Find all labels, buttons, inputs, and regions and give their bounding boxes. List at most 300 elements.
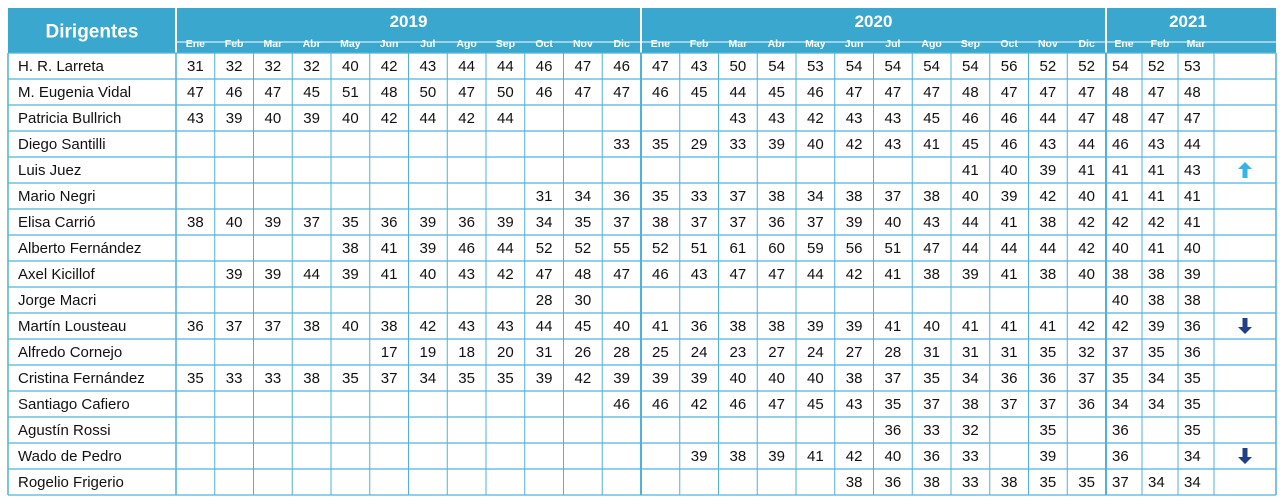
table-cell: 47 [1148, 84, 1165, 101]
table-cell: 53 [807, 58, 824, 75]
table-cell: 31 [962, 344, 979, 361]
table-cell: 47 [1000, 84, 1018, 101]
table-cell: 45 [574, 318, 592, 335]
table-cell: 46 [1000, 136, 1018, 153]
table-cell: 37 [729, 214, 747, 231]
row-name: Luis Juez [18, 162, 82, 179]
table-cell: 47 [768, 266, 785, 283]
table-cell: 44 [1078, 136, 1095, 153]
row-name: Diego Santilli [18, 136, 106, 153]
table-cell: 39 [225, 266, 243, 283]
table-cell: 46 [535, 84, 553, 101]
table-cell: 34 [1148, 474, 1165, 491]
table-cell: 45 [690, 84, 708, 101]
table-cell: 37 [225, 318, 243, 335]
table-cell: 50 [729, 58, 747, 75]
table-cell: 44 [1039, 110, 1057, 127]
row-name: Agustín Rossi [18, 422, 111, 439]
table-cell: 37 [303, 214, 320, 231]
table-cell: 36 [1112, 422, 1129, 439]
table-cell: 31 [187, 58, 204, 75]
table-cell: 34 [1148, 396, 1165, 413]
table-cell: 54 [1112, 58, 1129, 75]
month-label: Mar [728, 38, 748, 50]
table-cell: 36 [1078, 396, 1095, 413]
table-cell: 46 [729, 396, 747, 413]
table-cell: 40 [342, 58, 359, 75]
table-cell: 38 [1184, 292, 1201, 309]
table-cell: 43 [419, 58, 437, 75]
table-cell: 37 [923, 396, 940, 413]
table-cell: 38 [187, 214, 204, 231]
table-cell: 31 [535, 344, 553, 361]
table-cell: 47 [923, 84, 940, 101]
table-cell: 54 [923, 58, 940, 75]
table-cell: 39 [652, 370, 669, 387]
table-cell: 43 [845, 110, 863, 127]
table-cell: 33 [225, 370, 243, 387]
table-cell: 38 [923, 474, 940, 491]
table-cell: 33 [690, 188, 708, 205]
table-cell: 17 [380, 344, 398, 361]
table-cell: 45 [303, 84, 320, 101]
table-cell: 44 [1184, 136, 1201, 153]
month-label: Ago [921, 38, 942, 50]
table-cell: 43 [690, 58, 708, 75]
table-cell: 42 [1039, 188, 1057, 205]
table-cell: 42 [1148, 214, 1165, 231]
table-cell: 40 [807, 370, 824, 387]
table-cell: 43 [1184, 162, 1201, 179]
table-cell: 40 [1000, 162, 1018, 179]
table-cell: 34 [574, 188, 592, 205]
table-cell: 41 [1000, 318, 1018, 335]
table-cell: 20 [497, 344, 514, 361]
table-cell: 32 [962, 422, 979, 439]
table-cell: 39 [807, 318, 824, 335]
table-cell: 46 [613, 396, 630, 413]
table-cell: 43 [729, 110, 747, 127]
table-cell: 39 [768, 448, 785, 465]
table-cell: 59 [807, 240, 824, 257]
table-cell: 41 [1112, 162, 1129, 179]
table-cell: 40 [884, 448, 902, 465]
table-cell: 61 [729, 240, 747, 257]
table-cell: 39 [264, 266, 282, 283]
table-cell: 40 [1078, 266, 1095, 283]
table-cell: 45 [768, 84, 785, 101]
table-cell: 37 [690, 214, 708, 231]
table-cell: 37 [729, 188, 747, 205]
table-cell: 42 [1112, 214, 1129, 231]
row-name: Martín Lousteau [18, 318, 127, 335]
table-cell: 44 [535, 318, 553, 335]
row-name: Elisa Carrió [18, 214, 96, 231]
table-cell: 36 [884, 422, 902, 439]
table-cell: 39 [962, 266, 979, 283]
table-cell: 46 [1000, 110, 1018, 127]
table-cell: 40 [342, 318, 359, 335]
table-cell: 47 [1078, 84, 1095, 101]
arrow-down-icon [1238, 448, 1252, 464]
table-cell: 47 [729, 266, 747, 283]
row-name: Rogelio Frigerio [18, 474, 124, 491]
table-cell: 34 [962, 370, 979, 387]
table-cell: 39 [303, 110, 320, 127]
table-cell: 40 [962, 188, 979, 205]
table-cell: 40 [768, 370, 785, 387]
row-name: Mario Negri [18, 188, 96, 205]
table-cell: 60 [768, 240, 785, 257]
table-cell: 35 [652, 136, 669, 153]
table-cell: 35 [187, 370, 204, 387]
table-cell: 41 [380, 266, 398, 283]
table-cell: 29 [690, 136, 708, 153]
table-cell: 32 [225, 58, 243, 75]
table-cell: 28 [884, 344, 902, 361]
table-cell: 34 [535, 214, 553, 231]
table-cell: 41 [1000, 266, 1018, 283]
month-label: Feb [224, 38, 244, 50]
table-cell: 35 [1039, 422, 1057, 439]
table-cell: 43 [497, 318, 514, 335]
table-cell: 24 [690, 344, 708, 361]
table-cell: 36 [613, 188, 630, 205]
table-cell: 46 [1112, 136, 1129, 153]
table-cell: 42 [845, 448, 863, 465]
table-cell: 34 [1148, 370, 1165, 387]
table-cell: 42 [419, 318, 437, 335]
table-cell: 47 [884, 84, 902, 101]
table-cell: 42 [1078, 318, 1095, 335]
table-cell: 38 [652, 214, 669, 231]
table-cell: 38 [845, 474, 863, 491]
month-label: Jul [885, 38, 901, 50]
table-cell: 38 [1039, 214, 1057, 231]
table-cell: 34 [419, 370, 437, 387]
table-cell: 40 [613, 318, 630, 335]
table-cell: 38 [768, 318, 785, 335]
table-cell: 37 [264, 318, 282, 335]
table-cell: 47 [1039, 84, 1057, 101]
month-label: Mar [263, 38, 283, 50]
table-cell: 44 [497, 58, 514, 75]
table-cell: 47 [574, 58, 592, 75]
table-cell: 48 [380, 84, 398, 101]
table-cell: 47 [187, 84, 204, 101]
table-cell: 39 [264, 214, 282, 231]
month-label: Sep [960, 38, 981, 50]
table-cell: 39 [1148, 318, 1165, 335]
table-cell: 35 [1184, 422, 1201, 439]
month-label: Nov [572, 38, 593, 50]
table-cell: 33 [613, 136, 630, 153]
table-cell: 47 [458, 84, 475, 101]
table-cell: 33 [962, 448, 979, 465]
table-cell: 31 [923, 344, 940, 361]
table-cell: 54 [845, 58, 863, 75]
table-cell: 46 [535, 58, 553, 75]
table-cell: 50 [419, 84, 437, 101]
table-cell: 32 [264, 58, 282, 75]
table-cell: 36 [768, 214, 785, 231]
table-cell: 47 [1148, 110, 1165, 127]
table-cell: 40 [807, 136, 824, 153]
table-cell: 35 [497, 370, 514, 387]
table-cell: 46 [652, 266, 669, 283]
table-cell: 39 [845, 318, 863, 335]
table-cell: 38 [923, 188, 940, 205]
table-cell: 48 [574, 266, 592, 283]
table-cell: 23 [729, 344, 747, 361]
table-cell: 37 [1000, 396, 1018, 413]
table-cell: 44 [1000, 240, 1018, 257]
table-cell: 35 [1184, 370, 1201, 387]
table-cell: 36 [1184, 318, 1201, 335]
table-cell: 40 [342, 110, 359, 127]
table-cell: 36 [1039, 370, 1057, 387]
table-cell: 43 [923, 214, 940, 231]
table-cell: 40 [1078, 188, 1095, 205]
table-cell: 43 [1039, 136, 1057, 153]
table-cell: 36 [380, 214, 398, 231]
table-cell: 41 [380, 240, 398, 257]
month-label: Oct [535, 38, 553, 50]
month-label: Dic [613, 38, 630, 50]
table-cell: 32 [1078, 344, 1095, 361]
table-cell: 38 [845, 370, 863, 387]
year-label-2021: 2021 [1169, 12, 1207, 31]
table-cell: 44 [458, 58, 475, 75]
table-cell: 33 [962, 474, 979, 491]
table-cell: 47 [613, 84, 630, 101]
table-cell: 27 [845, 344, 863, 361]
table-cell: 35 [923, 370, 940, 387]
table-cell: 38 [303, 318, 320, 335]
table-cell: 42 [845, 266, 863, 283]
table-cell: 37 [1039, 396, 1057, 413]
table-cell: 42 [1078, 214, 1095, 231]
table-cell: 39 [690, 370, 708, 387]
table-cell: 39 [225, 110, 243, 127]
month-label: Nov [1037, 38, 1058, 50]
month-label: Feb [1150, 38, 1170, 50]
month-label: Jun [379, 38, 399, 50]
table-cell: 56 [1000, 58, 1018, 75]
table-cell: 39 [768, 136, 785, 153]
row-name: M. Eugenia Vidal [18, 84, 132, 101]
table-cell: 39 [845, 214, 863, 231]
table-cell: 42 [690, 396, 708, 413]
table-cell: 43 [768, 110, 785, 127]
table-cell: 30 [574, 292, 592, 309]
table-cell: 37 [1112, 474, 1129, 491]
table-cell: 47 [923, 240, 940, 257]
table-cell: 47 [845, 84, 863, 101]
table-cell: 48 [962, 84, 979, 101]
table-cell: 27 [768, 344, 785, 361]
table-cell: 43 [1148, 136, 1165, 153]
table-cell: 41 [1148, 240, 1165, 257]
table-cell: 46 [225, 84, 243, 101]
table-cell: 45 [962, 136, 979, 153]
table-cell: 38 [962, 396, 979, 413]
table-cell: 39 [613, 370, 630, 387]
arrow-up-icon [1238, 162, 1252, 178]
table-cell: 39 [1039, 448, 1057, 465]
row-name: H. R. Larreta [18, 58, 104, 75]
month-label: Abr [767, 38, 786, 50]
table-cell: 47 [535, 266, 553, 283]
table-cell: 54 [962, 58, 979, 75]
table-cell: 46 [962, 110, 979, 127]
table-cell: 38 [303, 370, 320, 387]
table-cell: 24 [807, 344, 824, 361]
table-cell: 51 [690, 240, 708, 257]
table-cell: 37 [884, 188, 902, 205]
table-cell: 47 [613, 266, 630, 283]
table-cell: 38 [380, 318, 398, 335]
table-cell: 51 [342, 84, 359, 101]
table-cell: 39 [1000, 188, 1018, 205]
table-cell: 33 [923, 422, 940, 439]
table-cell: 41 [962, 318, 979, 335]
table-cell: 35 [652, 188, 669, 205]
table-cell: 38 [1039, 266, 1057, 283]
month-label: Abr [302, 38, 321, 50]
table-cell: 41 [1039, 318, 1057, 335]
table-cell: 52 [535, 240, 553, 257]
table-cell: 44 [807, 266, 824, 283]
table-cell: 35 [1184, 396, 1201, 413]
table-cell: 44 [497, 240, 514, 257]
table-cell: 46 [807, 84, 824, 101]
table-cell: 41 [652, 318, 669, 335]
table-cell: 38 [1112, 266, 1129, 283]
table-cell: 38 [729, 318, 747, 335]
table-cell: 47 [768, 396, 785, 413]
table-cell: 39 [1184, 266, 1201, 283]
table-cell: 39 [535, 370, 553, 387]
table-cell: 42 [807, 110, 824, 127]
table-cell: 41 [884, 318, 902, 335]
table-cell: 46 [652, 84, 669, 101]
table-cell: 41 [923, 136, 940, 153]
table-cell: 36 [458, 214, 475, 231]
table-cell: 36 [884, 474, 902, 491]
table-cell: 37 [807, 214, 824, 231]
table-cell: 35 [1039, 344, 1057, 361]
table-cell: 31 [1000, 344, 1018, 361]
table-cell: 41 [1000, 214, 1018, 231]
header-label: Dirigentes [45, 21, 139, 43]
table-cell: 43 [458, 266, 475, 283]
table-cell: 19 [419, 344, 437, 361]
table-cell: 46 [458, 240, 475, 257]
table-cell: 42 [574, 370, 592, 387]
table-cell: 41 [962, 162, 979, 179]
table-cell: 46 [652, 396, 669, 413]
month-label: Mar [1186, 38, 1206, 50]
month-label: Sep [495, 38, 516, 50]
table-cell: 40 [1112, 292, 1129, 309]
table-cell: 40 [1112, 240, 1129, 257]
table-cell: 40 [729, 370, 747, 387]
table-cell: 48 [1112, 110, 1129, 127]
table-cell: 36 [690, 318, 708, 335]
month-label: May [340, 38, 361, 50]
table-cell: 42 [1078, 240, 1095, 257]
table-cell: 47 [574, 84, 592, 101]
table-cell: 48 [1184, 84, 1201, 101]
table-cell: 34 [1184, 474, 1201, 491]
table-cell: 54 [884, 58, 902, 75]
table-cell: 42 [497, 266, 514, 283]
table-cell: 43 [884, 136, 902, 153]
table-cell: 47 [264, 84, 282, 101]
month-label: May [805, 38, 826, 50]
table-cell: 41 [1184, 188, 1201, 205]
table-cell: 43 [458, 318, 475, 335]
table-cell: 41 [1184, 214, 1201, 231]
row-name: Alfredo Cornejo [18, 344, 123, 361]
row-name: Axel Kicillof [18, 266, 95, 283]
table-cell: 38 [342, 240, 359, 257]
table-cell: 35 [884, 396, 902, 413]
table-cell: 38 [1148, 266, 1165, 283]
table-cell: 26 [574, 344, 592, 361]
table-cell: 40 [419, 266, 437, 283]
table-cell: 34 [1184, 448, 1201, 465]
table-cell: 40 [884, 214, 902, 231]
month-label: Ago [456, 38, 477, 50]
table-cell: 39 [690, 448, 708, 465]
row-name: Wado de Pedro [18, 448, 122, 465]
table-cell: 38 [1000, 474, 1018, 491]
month-label: Feb [689, 38, 709, 50]
table-cell: 39 [419, 240, 437, 257]
month-label: Ene [1114, 38, 1134, 50]
table-cell: 44 [419, 110, 437, 127]
table-cell: 44 [962, 240, 979, 257]
table-cell: 31 [535, 188, 553, 205]
row-name: Patricia Bullrich [18, 110, 122, 127]
table-cell: 45 [923, 110, 940, 127]
table-cell: 52 [574, 240, 592, 257]
table-cell: 37 [613, 214, 630, 231]
row-name: Jorge Macri [18, 292, 97, 309]
table-cell: 47 [652, 58, 669, 75]
table-cell: 43 [187, 110, 204, 127]
table-cell: 36 [1000, 370, 1018, 387]
table-cell: 51 [884, 240, 902, 257]
table-cell: 33 [264, 370, 282, 387]
table-cell: 36 [187, 318, 204, 335]
table-cell: 52 [1148, 58, 1165, 75]
table-cell: 37 [380, 370, 398, 387]
row-name: Cristina Fernández [18, 370, 145, 387]
table-cell: 39 [419, 214, 437, 231]
table-cell: 35 [458, 370, 475, 387]
table-cell: 41 [1112, 188, 1129, 205]
row-name: Santiago Cafiero [18, 396, 130, 413]
table-cell: 39 [342, 266, 359, 283]
table-cell: 28 [535, 292, 553, 309]
table-cell: 28 [613, 344, 630, 361]
table-cell: 39 [497, 214, 514, 231]
table-cell: 40 [264, 110, 282, 127]
month-label: Jun [844, 38, 864, 50]
